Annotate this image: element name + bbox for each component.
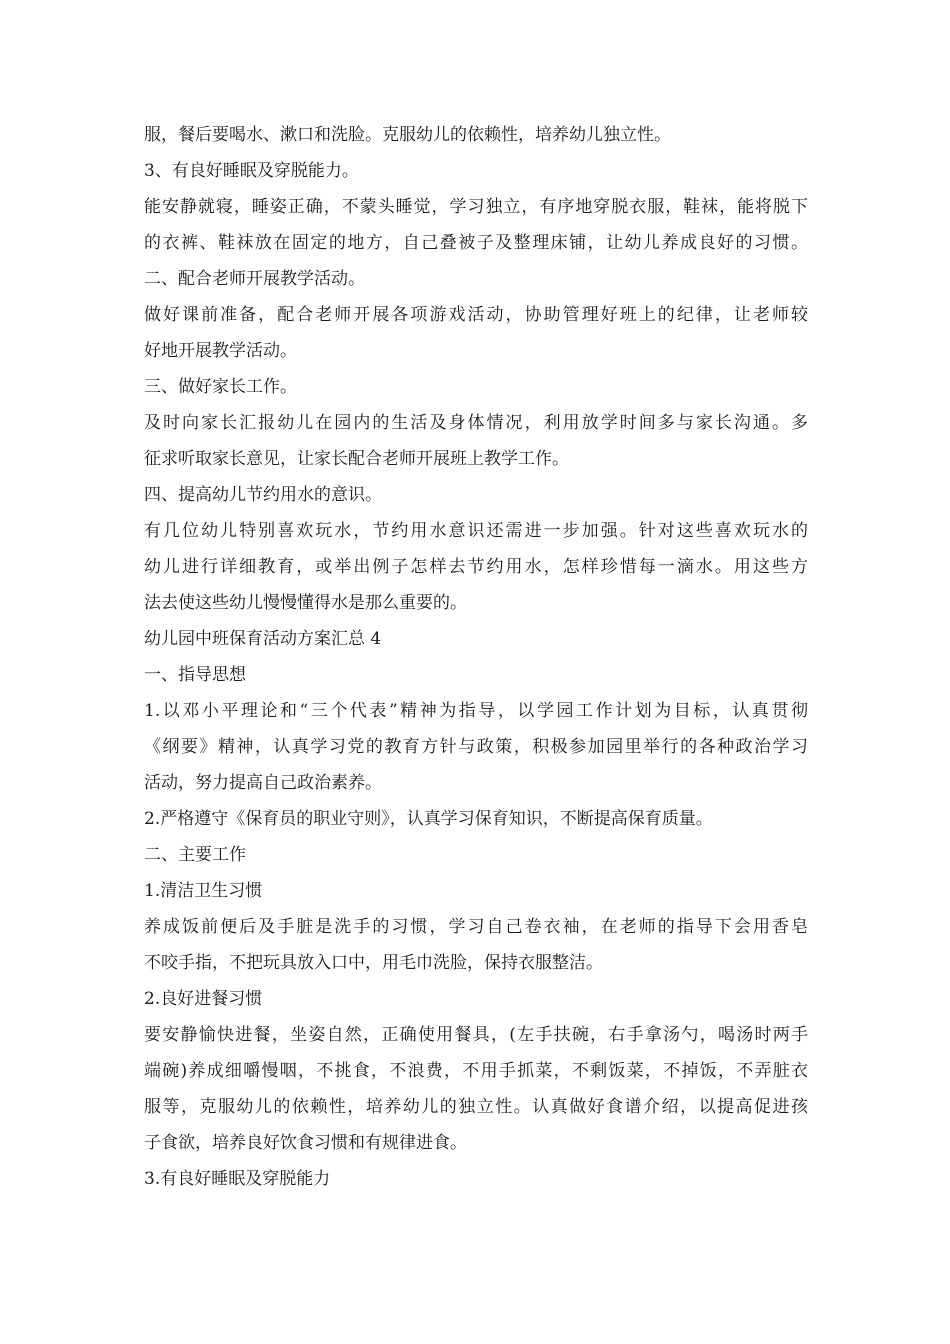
- text-line: 的衣裤、鞋袜放在固定的地方，自己叠被子及整理床铺，让幼儿养成良好的习惯。: [144, 233, 808, 253]
- text-line: 一、指导思想: [144, 665, 246, 685]
- document-page: [144, 117, 808, 1197]
- text-line: 1.以邓小平理论和“三个代表”精神为指导，以学园工作计划为目标，认真贯彻: [144, 701, 808, 721]
- text-line: 二、配合老师开展教学活动。: [144, 269, 365, 289]
- text-line: 2.严格遵守《保育员的职业守则》，认真学习保育知识，不断提高保育质量。: [144, 809, 713, 829]
- text-line: 三、做好家长工作。: [144, 377, 297, 397]
- text-line: 1.清洁卫生习惯: [144, 881, 263, 901]
- text-line: 要安静愉快进餐，坐姿自然，正确使用餐具，(左手扶碗，右手拿汤勺，喝汤时两手: [144, 1025, 808, 1045]
- text-line: 服等，克服幼儿的依赖性，培养幼儿的独立性。认真做好食谱介绍，以提高促进孩: [144, 1097, 808, 1117]
- text-line: 3、有良好睡眠及穿脱能力。: [144, 161, 359, 181]
- text-line: 能安静就寝，睡姿正确，不蒙头睡觉，学习独立，有序地穿脱衣服，鞋袜，能将脱下: [144, 197, 808, 217]
- text-line: 端碗)养成细嚼慢咽，不挑食，不浪费，不用手抓菜，不剩饭菜，不掉饭，不弄脏衣: [144, 1061, 808, 1081]
- text-line: 四、提高幼儿节约用水的意识。: [144, 485, 382, 505]
- text-line: 养成饭前便后及手脏是洗手的习惯，学习自己卷衣袖，在老师的指导下会用香皂: [144, 917, 808, 937]
- text-line: 二、主要工作: [144, 845, 246, 865]
- text-line: 服，餐后要喝水、漱口和洗脸。克服幼儿的依赖性，培养幼儿独立性。: [144, 125, 671, 145]
- text-line: 不咬手指，不把玩具放入口中，用毛巾洗脸，保持衣服整洁。: [144, 953, 603, 973]
- text-line: 及时向家长汇报幼儿在园内的生活及身体情况，利用放学时间多与家长沟通。多: [144, 413, 808, 433]
- text-line: 2.良好进餐习惯: [144, 989, 263, 1009]
- text-line: 幼儿进行详细教育，或举出例子怎样去节约用水，怎样珍惜每一滴水。用这些方: [144, 557, 808, 577]
- text-line: 好地开展教学活动。: [144, 341, 297, 361]
- text-line: 活动，努力提高自己政治素养。: [144, 773, 382, 793]
- text-line: 3.有良好睡眠及穿脱能力: [144, 1169, 331, 1189]
- text-line: 法去使这些幼儿慢慢懂得水是那么重要的。: [144, 593, 467, 613]
- text-line: 《纲要》精神，认真学习党的教育方针与政策，积极参加园里举行的各种政治学习: [144, 737, 808, 757]
- text-line: 做好课前准备，配合老师开展各项游戏活动，协助管理好班上的纪律，让老师较: [144, 305, 808, 325]
- text-line: 征求听取家长意见，让家长配合老师开展班上教学工作。: [144, 449, 569, 469]
- text-line: 有几位幼儿特别喜欢玩水，节约用水意识还需进一步加强。针对这些喜欢玩水的: [144, 521, 808, 541]
- text-line: 子食欲，培养良好饮食习惯和有规律进食。: [144, 1133, 467, 1153]
- text-line: 幼儿园中班保育活动方案汇总 4: [144, 629, 382, 649]
